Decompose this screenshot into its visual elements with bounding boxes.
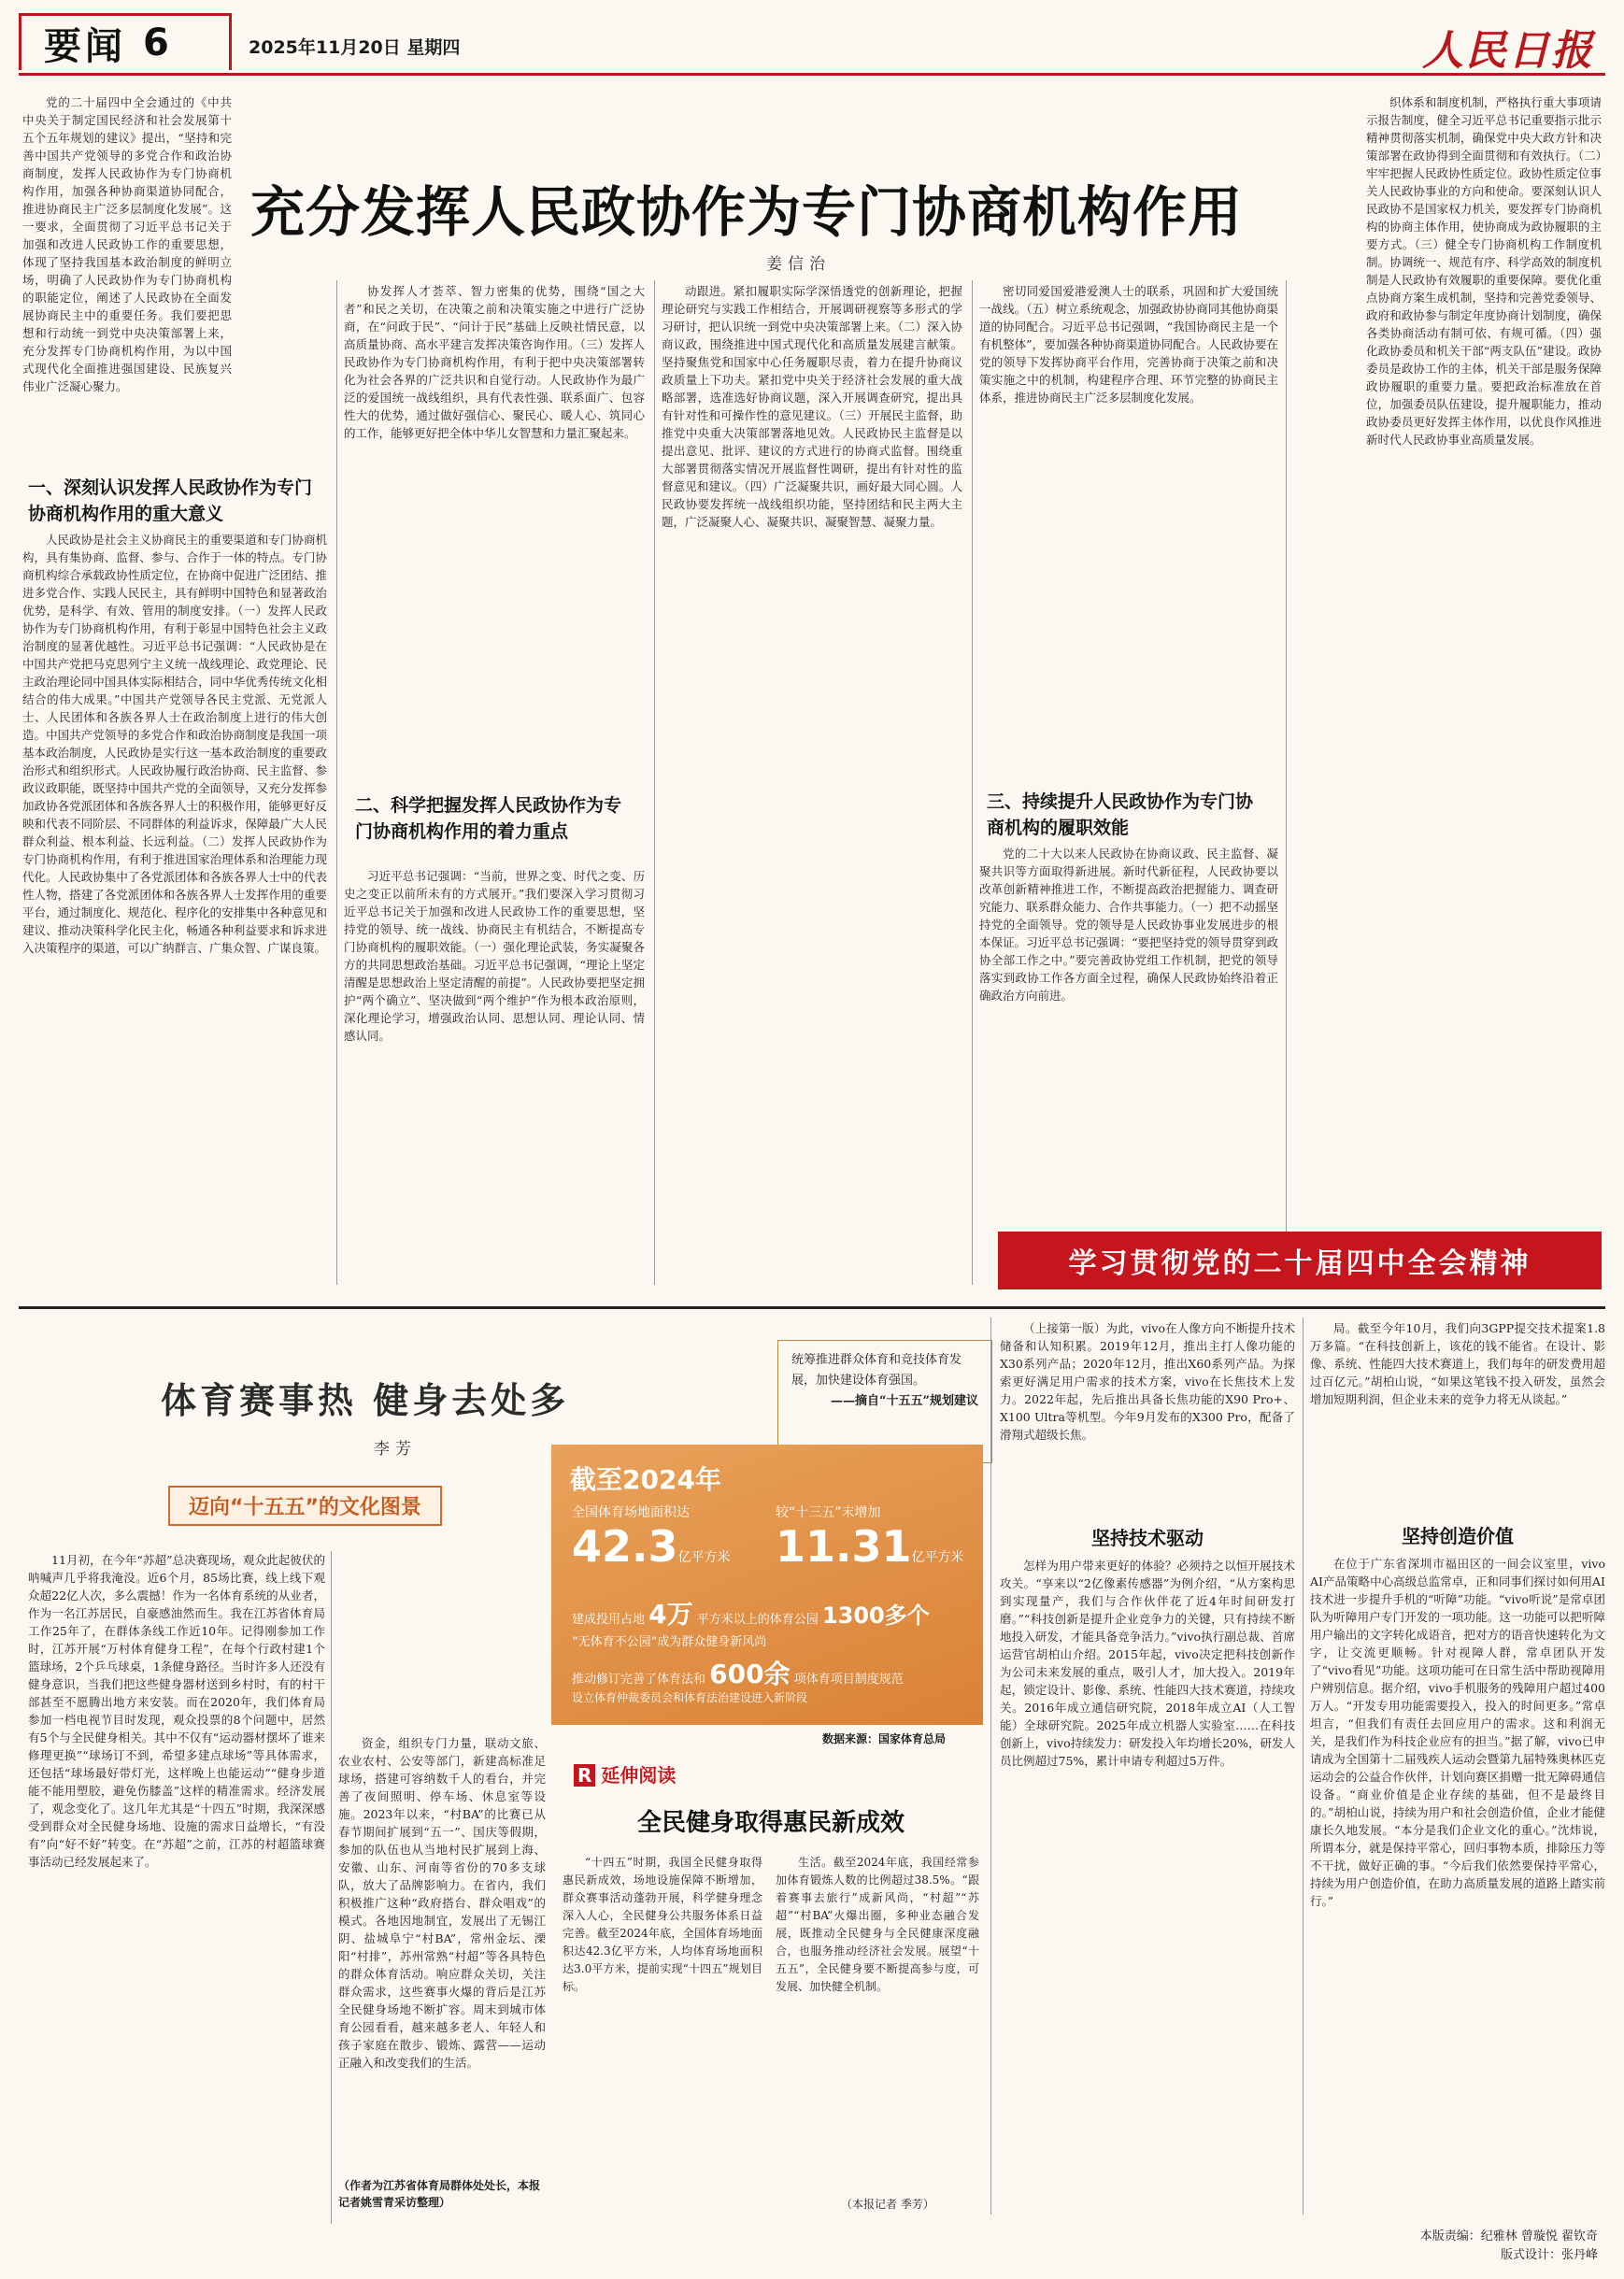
article1-title: 充分发挥人民政协作为专门协商机构作用 [250, 180, 1244, 244]
read-col1: “十四五”时期，我国全民健身取得惠民新成效，场地设施保障不断增加，群众赛事活动蓬勃开展，科学健身理念深入人心，全民健身公共服务体系日益完善。截至2024年底，全国体育场地面积达42.3亿平方米，人均体育场地面积达3.0平方米，提前实现“十四五”规划目标。 [563, 1856, 762, 1993]
plan-quote-source: ——摘自“十五五”规划建议 [831, 1394, 978, 1408]
article3-sub1: 坚持技术驱动 [1091, 1527, 1204, 1549]
column-rule [990, 1318, 991, 2215]
read-tag: R 延伸阅读 [574, 1760, 676, 1788]
stat-rules: 推动修订完善了体育法和 600余 项体育项目制度规范 [572, 1659, 904, 1689]
column-rule [654, 280, 655, 1285]
stat-label-increase: 较“十三五”末增加 [776, 1505, 881, 1520]
column-rule [331, 1551, 332, 2224]
stat-parks-note: “无体育不公园”成为群众健身新风尚 [572, 1635, 767, 1649]
article1-intro: 党的二十届四中全会通过的《中共中央关于制定国民经济和社会发展第十五个五年规划的建议》提出，“坚持和完善中国共产党领导的多党合作和政治协商制度，发挥人民政协作为专门协商机构作用，加强各种协商渠道协同配合，推进协商民主广泛多层制度化发展”。这一要求，全面贯彻了习近平总书记关于加强和改进人民政协工作的重要思想，体现了坚持我国基本政治制度的鲜明立场，明确了人民政协作为专门协商机构的职能定位，阐述了人民政协在全面发展协商民主中的重要任务。我们要把思想和行动统一到党中央决策部署上来，充分发挥专门协商机构作用，为以中国式现代化全面推进强国建设、民族复兴伟业广泛凝心聚力。 [22, 95, 232, 393]
theme-banner: 学习贯彻党的二十届四中全会精神 [998, 1232, 1602, 1289]
page-header [19, 13, 1605, 76]
stat-arbitration: 设立体育仲裁委员会和体育法治建设进入新阶段 [572, 1691, 808, 1704]
article3-sub2: 坚持创造价值 [1402, 1525, 1514, 1547]
stats-infographic [551, 1445, 983, 1725]
article2-col1: 11月初，在今年“苏超”总决赛现场，观众此起彼伏的呐喊声几乎将我淹没。近6个月，85场比赛，线上线下观众超22亿人次，多么震撼！作为一名体育系统的从业者，作为一名江苏居民，自豪感油然而生。我在江苏省体育局工作25年了，在群体条线工作近10年。记得刚参加工作时，江苏开展“万村体育健身工程”，在每个行政村建1个篮球场，2个乒乓球桌，1条健身路径。当时许多人还没有健身意识，当我们把这些健身器材送到乡村时，有的村干部甚至不愿腾出地方来安装。而在2020年，我们体育局参加一档电视节目时发现，观众投票的8个问题中，居然有5个与全民健身相关。其中不仅有“运动器材摆坏了谁来修理更换”“球场订不到，希望多建点球场”等具体需求，还包括“球场最好带灯光，这样晚上也能运动”“健身步道能不能用塑胶，避免伤膝盖”这样的精准需求。经济发展了，观念变化了。这几年尤其是“十四五”时期，我深深感受到群众对全民健身场地、设施的需求日益增长，“有没有”向“好不好”转变。在“苏超”之前，江苏的村超篮球赛事活动已经发展起来了。 [28, 1553, 325, 1869]
article2-author: 李芳 [374, 1440, 417, 1459]
article2-title: 体育赛事热 健身去处多 [161, 1380, 570, 1421]
article3-col-a: 怎样为用户带来更好的体验？必须持之以恒开展技术攻关。“享来以“2亿像素传感器”为例介绍，“从方案构思到实现量产，我们与合作伙伴花了近4年时间研发打磨。”“科技创新是提升企业竞争力的关键，只有持续不断地投入研发，才能具备竞争活力。”vivo执行副总裁、首席运营官胡柏山介绍。2015年起，vivo决定把科技创新作为公司未来发展的重点，吸引人才，加大投入。2019年起，锁定设计、影像、系统、性能四大技术赛道，持续攻关。2016年成立通信研究院，2018年成立AI（人工智能）全球研究院。2025年成立机器人实验室……在科技创新上，vivo持续发力：研发投入年均增长20%，研发人员比例超过75%，累计申请专利超过5万件。 [1000, 1559, 1295, 1768]
plan-quote-text: 统筹推进群众体育和竞技体育发展，加快建设体育强国。 [791, 1353, 962, 1388]
article1-col3: 动跟进。紧扣履职实际学深悟透党的创新理论，把握理论研究与实践工作相结合，开展调研视察等多形式的学习研讨，把认识统一到党中央决策部署上来。（二）深入协商议政，围绕推进中国式现代化和高质量发展建言献策。坚持聚焦党和国家中心任务履职尽责，着力在提升协商议政质量上下功夫。紧扣党中央关于经济社会发展的重大战略部署，选准选好协商议题，深入开展调查研究，提出具有针对性和可操作性的意见建议。（三）开展民主监督，助推党中央重大决策部署落地见效。人民政协民主监督是以提出意见、批评、建议的方式进行的协商式监督。围绕重大部署贯彻落实情况开展监督性调研，提出有针对性的监督意见和建议。（四）广泛凝聚共识，画好最大同心圆。人民政协要发挥统一战线组织功能，坚持团结和民主两大主题，广泛凝聚人心、凝聚共识、凝聚智慧、凝聚力量。 [662, 284, 962, 529]
article1-col5: 织体系和制度机制，严格执行重大事项请示报告制度，健全习近平总书记重要指示批示精神贯彻落实机制，确保党中央大政方针和决策部署在政协得到全面贯彻和有效执行。（二）牢牢把握人民政协性质定位。政协性质定位事关人民政协事业的方向和使命。要深刻认识人民政协不是国家权力机关，要发挥专门协商机构的协商主体作用，使协商成为政协履职的主要方式。（三）健全专门协商机构工作制度机制。协调统一、规范有序、科学高效的制度机制是人民政协有效履职的重要保障。要优化重点协商方案生成机制，坚持和完善党委领导、政府和政协参与制定年度协商计划制度，确保各类协商活动有制可依、有规可循。（四）强化政协委员和机关干部“两支队伍”建设。政协委员是政协工作的主体，机关干部是服务保障政协履职的重要力量。要把政治标准放在首位，加强委员队伍建设，提升履职能力，推动政协委员更好发挥主体作用，以优良作风推进新时代人民政协事业高质量发展。 [1366, 95, 1602, 447]
stat-label-area: 全国体育场地面积达 [572, 1505, 690, 1520]
issue-date: 2025年11月20日 星期四 [249, 37, 461, 58]
section-box [19, 13, 232, 70]
stat-increase: 11.31亿平方米 [776, 1521, 964, 1572]
read-credit: （本报记者 季芳） [841, 2198, 934, 2211]
series-tag: 迈向“十五五”的文化图景 [168, 1486, 442, 1526]
article1-col2: 协发挥人才荟萃、智力密集的优势，围绕“国之大者”和民之关切，在决策之前和决策实施之中进行广泛协商，在“问政于民”、“问计于民”基础上反映社情民意，以高质量协商、高水平建言发挥决策咨询作用。（三）发挥人民政协作为专门协商机构作用，有利于把中央决策部署转化为社会各界的广泛共识和自觉行动。人民政协作为最广泛的爱国统一战线组织，具有代表性强、联系面广、包容性大的优势，通过做好强信心、聚民心、暖人心、筑同心的工作，能够更好把全体中华儿女智慧和力量汇聚起来。 [344, 284, 645, 440]
page-credits: 本版责编：纪雅林 曾璇悦 翟钦奇 版式设计：张丹峰 [1419, 2229, 1598, 2262]
stats-head: 截至2024年 [570, 1464, 721, 1495]
article1-col4: 密切同爱国爱港爱澳人士的联系，巩固和扩大爱国统一战线。（五）树立系统观念，加强政协协商同其他协商渠道的协同配合。习近平总书记强调，“我国协商民主是一个有机整体”，要加强各种协商渠道协同配合。人民政协要在党的领导下发挥协商平台作用，完善协商于决策之前和决策实施之中的机制，构建程序合理、环节完整的协商民主体系，推进协商民主广泛多层制度化发展。 [979, 284, 1278, 405]
stat-area: 42.3亿平方米 [572, 1521, 731, 1572]
column-rule [972, 280, 973, 1285]
article3-col-top: 局。截至今年10月，我们向3GPP提交技术提案1.8万多篇。“在科技创新上，该花的钱不能省。在设计、影像、系统、性能四大技术赛道上，我们每年的研发费用超过百亿元。”胡柏山说，“如果这笔钱不投入研发，虽然会增加短期利润，但企业未来的竞争力将无从谈起。” [1310, 1321, 1605, 1406]
stat-parks: 建成投用占地 4万 平方米以上的体育公园 1300多个 [572, 1599, 930, 1630]
article3-col3: （上接第一版）为此，vivo在人像方向不断提升技术储备和认知积累。2019年12月，推出主打人像功能的X30系列产品；2020年12月，推出X60系列产品。为探索更好满足用户需求的技术方案，vivo在长焦技术上发力。2022年起，先后推出具备长焦功能的X90 Pro+、X100 Ultra等机型。今年9月发布的X300 Pro，配备了滑翔式超级长焦。 [1000, 1321, 1295, 1442]
newspaper-logo: 人民日报 [1422, 27, 1594, 75]
read-title: 全民健身取得惠民新成效 [636, 1809, 905, 1837]
article1-section2-title: 二、科学把握发挥人民政协作为专门协商机构作用的着力重点 [355, 795, 622, 842]
article2-credit: （作者为江苏省体育局群体处处长，本报记者姚雪青采访整理） [338, 2179, 541, 2209]
page-number: 6 [143, 21, 169, 64]
column-rule [1286, 280, 1287, 1285]
article1-section3-title: 三、持续提升人民政协作为专门协商机构的履职效能 [987, 791, 1254, 838]
read-col2: 生活。截至2024年底，我国经常参加体育锻炼人数的比例超过38.5%。“跟着赛事去旅行”成新风尚，“村超”“苏超”“村BA”火爆出圈，多种业态融合发展，既推动全民健身与全民健康深度融合，也服务推动经济社会发展。展望“十五五”，全民健身要不断提高参与度，可发展、加快健全机制。 [776, 1856, 979, 1993]
article1-section1-title: 一、深刻认识发挥人民政协作为专门协商机构作用的重大意义 [28, 477, 313, 524]
stats-source: 数据来源：国家体育总局 [822, 1732, 947, 1745]
section-divider [19, 1306, 1605, 1309]
article1-author: 姜信治 [766, 255, 831, 274]
column-rule [336, 280, 337, 1285]
article3-col-b: 在位于广东省深圳市福田区的一间会议室里，vivo AI产品策略中心高级总监常卓，正和同事们探讨如何用AI技术进一步提升手机的“听障”功能。“vivo听说”是常卓团队为听障用户专门开发的一项功能。这一功能可以把听障用户输出的文字转化成语音，把对方的语音快速转化为文字，让交流更顺畅。针对视障人群，常卓团队开发了“vivo看见”功能。这项功能可在日常生活中帮助视障用户辨别信息。据介绍，vivo手机服务的残障用户超过400万人。“开发专用功能需要投入，投入的时间更多。”常卓坦言，“但我们有责任去回应用户的需求。这和利润无关，是我们作为科技企业应有的担当。”据了解，vivo已申请成为全国第十二届残疾人运动会暨第九届特殊奥林匹克运动会的公益合作伙伴，计划向赛区捐赠一批无障碍通信设备。“商业价值是企业存续的基础，但不是最终目的。”胡柏山说，持续为用户和社会创造价值，企业才能健康长久地发展。“本分是我们企业文化的重心。”沈炜说，所谓本分，就是保持平常心，回归事物本质，排除压力等不干扰，做好正确的事。“今后我们依然要保持平常心，持续为用户创造价值，在助力高质量发展的道路上踏实前行。” [1310, 1557, 1605, 1908]
article1-col1: 人民政协是社会主义协商民主的重要渠道和专门协商机构，具有集协商、监督、参与、合作于一体的特点。专门协商机构综合承载政协性质定位，在协商中促进广泛团结、推进多党合作、实践人民民主，具有鲜明中国特色和显著政治优势，是科学、有效、管用的制度安排。（一）发挥人民政协作为专门协商机构作用，有利于彰显中国特色社会主义政治制度的显著优越性。习近平总书记强调：“人民政协是在中国共产党把马克思列宁主义统一战线理论、政党理论、民主政治理论同中国具体实际相结合，同中华优秀传统文化相结合的伟大成果。”中国共产党领导各民主党派、无党派人士、人民团体和各族各界人士在政治制度上进行的伟大创造。中国共产党领导的多党合作和政治协商制度是我国一项基本政治制度，人民政协是实行这一基本政治制度的重要政治形式和组织形式。人民政协履行政治协商、民主监督、参政议政职能，既坚持中国共产党的全面领导，又充分发挥参加政协各党派团体和各族各界人士的积极作用，能够更好反映和代表不同阶层、不同群体的利益诉求，保障最广大人民群众利益、根本利益、长远利益。（二）发挥人民政协作为专门协商机构作用，有利于推进国家治理体系和治理能力现代化。人民政协集中了各党派团体和各族各界人士中的代表性人物，搭建了各党派团体和各族各界人士发挥作用的重要平台，通过制度化、规范化、程序化的安排集中各种意见和建议、推动决策科学化民主化，畅通各种利益要求和诉求进入决策程序的渠道，可以广纳群言、广集众智、广谋良策。 [22, 533, 327, 955]
article1-col2b: 习近平总书记强调：“当前，世界之变、时代之变、历史之变正以前所未有的方式展开。”我们要深入学习贯彻习近平总书记关于加强和改进人民政协工作的重要思想，坚持党的领导、统一战线、协商民主有机结合，不断提高专门协商机构的履职效能。（一）强化理论武装，务实凝聚各方的共同思想政治基础。习近平总书记强调，“理论上坚定清醒是思想政治上坚定清醒的前提”。人民政协要把坚定拥护“两个确立”、坚决做到“两个维护”作为根本政治原则，深化理论学习，增强政治认同、思想认同、理论认同、情感认同。 [344, 869, 645, 1043]
article2-col2: 资金，组织专门力量，联动文旅、农业农村、公安等部门，新建高标准足球场，搭建可容纳数千人的看台，并完善了夜间照明、停车场、休息室等设施。2023年以来，“村BA”的比赛已从春节期间扩展到“五一”、国庆等假期，参加的队伍也从当地村民扩展到上海、安徽、山东、河南等省份的70多支球队，放大了品牌影响力。在省内，我们积极推广这种“政府搭台、群众唱戏”的模式。各地因地制宜，发展出了无锡江阴、盐城阜宁“村BA”，常州金坛、溧阳“村排”，苏州常熟“村超”等各具特色的群众体育活动。响应群众关切，关注群众需求，这些赛事火爆的背后是江苏全民健身场地不断扩容。周末到城市体育公园看看，越来越多老人、年轻人和孩子家庭在散步、锻炼、露营——运动正融入和改变我们的生活。 [338, 1736, 546, 2070]
section-name: 要闻 [44, 24, 126, 68]
read-icon: R [574, 1764, 595, 1787]
article1-col4b: 党的二十大以来人民政协在协商议政、民主监督、凝聚共识等方面取得新进展。新时代新征程，人民政协要以改革创新精神推进工作，不断提高政治把握能力、调查研究能力、联系群众能力、合作共事能力。（一）把不动摇坚持党的全面领导。党的领导是人民政协事业发展进步的根本保证。习近平总书记强调：“要把坚持党的领导贯穿到政协全部工作之中。”要完善政协党组工作机制，把党的领导落实到政协工作各方面全过程，确保人民政协始终沿着正确政治方向前进。 [979, 847, 1278, 1003]
